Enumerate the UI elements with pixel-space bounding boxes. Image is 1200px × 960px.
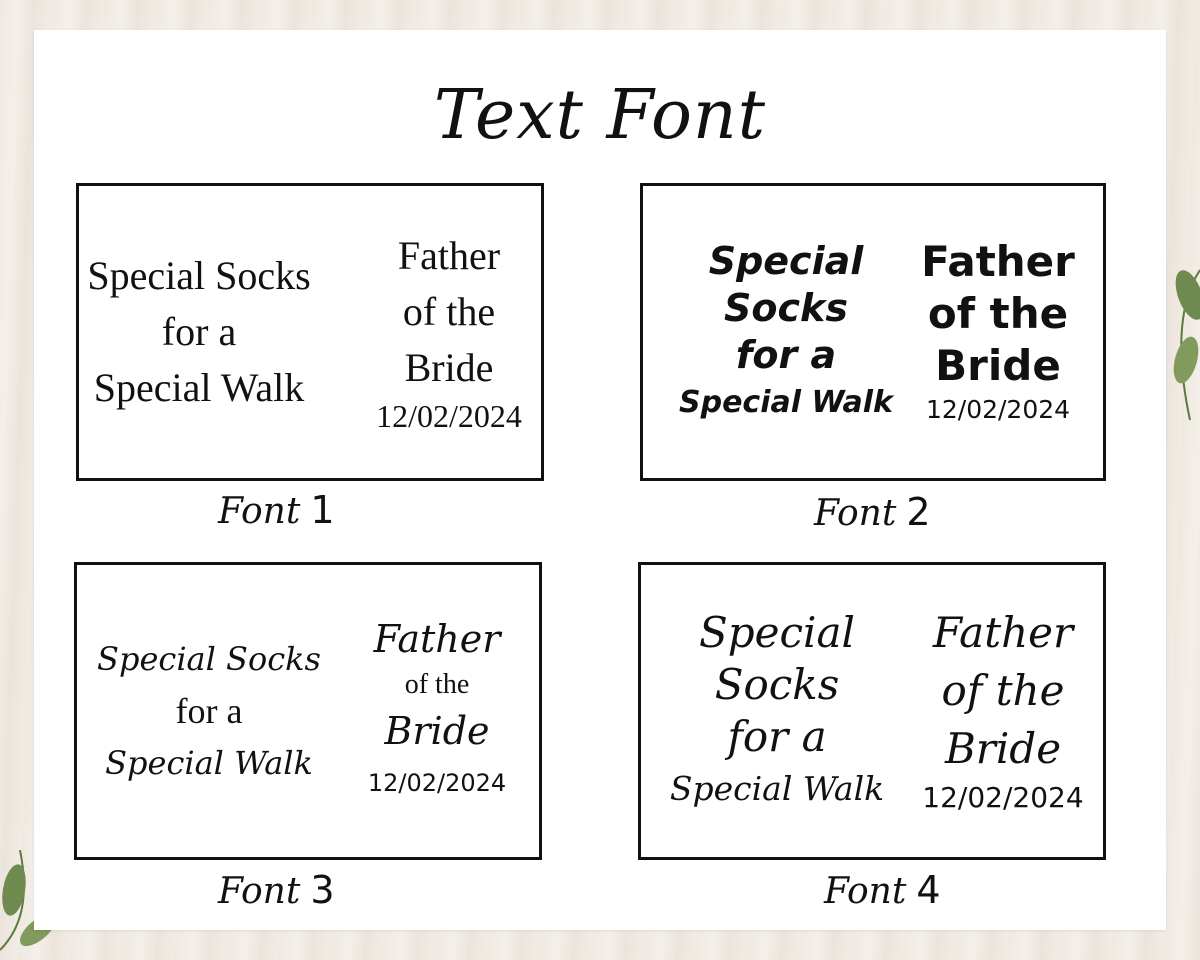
phrase-line: Special Walk xyxy=(105,744,313,782)
date-text: 12/02/2024 xyxy=(367,769,507,797)
page-title: Text Font xyxy=(433,76,767,155)
role-block xyxy=(359,186,539,478)
role-block xyxy=(903,565,1103,857)
phrase-block xyxy=(79,186,319,478)
phrase-line: for a xyxy=(175,691,243,731)
font-sample-card-4 xyxy=(638,562,1106,860)
role-line: Bride xyxy=(384,709,490,753)
phrase-line: for a xyxy=(735,333,837,377)
phrase-line: Socks xyxy=(724,286,848,330)
phrase-line: Socks xyxy=(714,660,840,709)
phrase-line: Special Socks xyxy=(97,640,321,678)
phrase-line: Special xyxy=(708,239,864,283)
phrase-line: Special Socks xyxy=(87,253,311,298)
caption-number: 1 xyxy=(310,488,335,532)
role-block xyxy=(347,565,527,857)
phrase-block xyxy=(659,565,895,857)
role-line: Father xyxy=(373,617,501,661)
phrase-line: Special Walk xyxy=(93,365,305,410)
font-sample-card-3 xyxy=(74,562,542,860)
font-sample-card-2 xyxy=(640,183,1106,481)
phrase-line: for a xyxy=(727,712,827,761)
font-caption-3 xyxy=(218,868,335,912)
role-line: Bride xyxy=(404,345,494,390)
phrase-line: Special xyxy=(699,608,855,657)
phrase-block xyxy=(89,565,329,857)
role-line: Father xyxy=(921,237,1075,286)
phrase-line: for a xyxy=(161,309,237,354)
caption-word: Font xyxy=(814,493,897,534)
phrase-block xyxy=(677,186,895,478)
role-line: of the xyxy=(941,666,1065,715)
font-caption-2 xyxy=(814,490,931,534)
caption-word: Font xyxy=(824,871,907,912)
caption-number: 4 xyxy=(916,868,941,912)
role-line: Father xyxy=(932,608,1074,657)
role-line: of the xyxy=(402,289,496,334)
date-text: 12/02/2024 xyxy=(376,398,522,434)
phrase-line: Special Walk xyxy=(669,769,885,808)
phrase-line: Special Walk xyxy=(679,385,893,420)
font-caption-1 xyxy=(218,488,335,532)
role-line: Father xyxy=(397,233,501,278)
role-line: of the xyxy=(927,289,1069,338)
role-line: Bride xyxy=(935,341,1061,390)
caption-word: Font xyxy=(218,871,301,912)
caption-number: 3 xyxy=(310,868,335,912)
caption-number: 2 xyxy=(906,490,931,534)
font-caption-4 xyxy=(824,868,941,912)
font-sample-card-1 xyxy=(76,183,544,481)
role-line: of the xyxy=(404,669,470,700)
date-text: 12/02/2024 xyxy=(925,395,1071,424)
font-sample-sheet xyxy=(34,30,1166,930)
date-text: 12/02/2024 xyxy=(922,781,1084,814)
caption-word: Font xyxy=(218,491,301,532)
role-block xyxy=(903,186,1093,478)
role-line: Bride xyxy=(944,724,1062,773)
